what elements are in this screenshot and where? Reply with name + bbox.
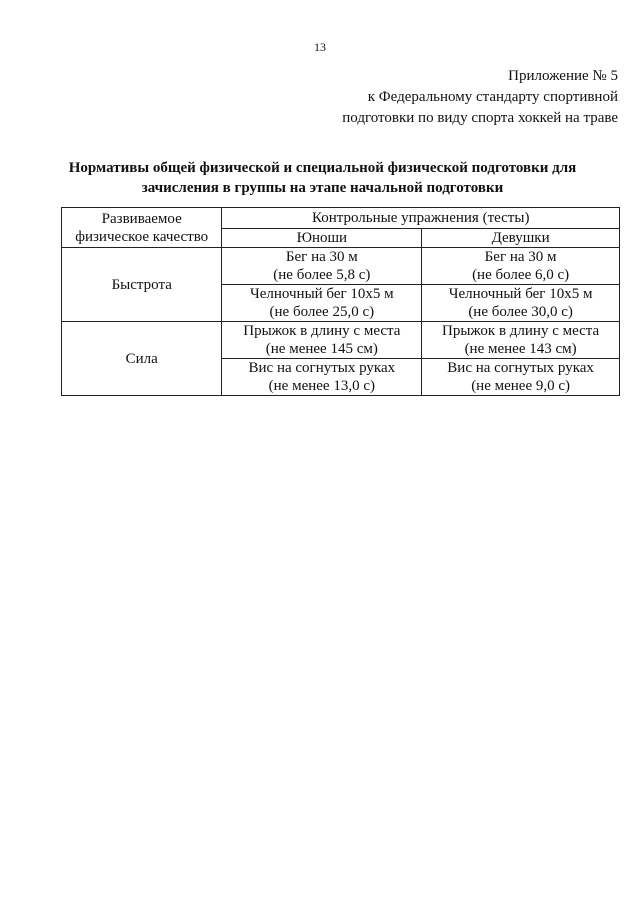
test-norm: (не более 6,0 с) (472, 267, 570, 283)
boys-test-cell (222, 285, 422, 322)
test-name: Вис на согнутых руках (447, 360, 594, 376)
appendix-standard-ref: к Федеральному стандарту спортивной (367, 89, 618, 105)
boys-test-cell (222, 359, 422, 396)
test-norm: (не более 25,0 с) (269, 304, 375, 320)
header-tests: Контрольные упражнения (тесты) (222, 208, 620, 229)
test-norm: (не менее 9,0 с) (471, 378, 571, 394)
girls-test-cell (422, 322, 620, 359)
header-boys: Юноши (222, 229, 422, 248)
test-name: Прыжок в длину с места (442, 323, 600, 339)
girls-test-cell (422, 248, 620, 285)
test-name: Вис на согнутых руках (248, 360, 396, 376)
table-header-row (62, 208, 620, 229)
document-title-line: зачисления в группы на этапе начальной подготовки (141, 180, 504, 196)
table-row (62, 248, 620, 285)
norms-table (61, 207, 620, 396)
header-quality-line: Развиваемое (101, 210, 182, 227)
girls-test-cell (422, 359, 620, 396)
test-name: Челночный бег 10х5 м (249, 286, 394, 302)
appendix-header (278, 66, 618, 129)
test-name: Прыжок в длину с места (243, 323, 401, 339)
table-row (62, 322, 620, 359)
document-title (40, 158, 605, 198)
header-quality (62, 208, 222, 248)
quality-cell-strength: Сила (62, 322, 222, 396)
test-norm: (не менее 143 см) (464, 341, 577, 357)
appendix-number: Приложение № 5 (508, 68, 618, 84)
boys-test-cell (222, 322, 422, 359)
appendix-sport-ref: подготовки по виду спорта хоккей на траве (342, 110, 618, 126)
test-name: Бег на 30 м (285, 249, 358, 265)
test-norm: (не более 30,0 с) (468, 304, 573, 320)
test-name: Челночный бег 10х5 м (448, 286, 593, 302)
test-norm: (не менее 13,0 с) (268, 378, 375, 394)
test-norm: (не более 5,8 с) (273, 267, 371, 283)
header-girls: Девушки (422, 229, 620, 248)
test-norm: (не менее 145 см) (265, 341, 378, 357)
quality-cell-speed: Быстрота (62, 248, 222, 322)
test-name: Бег на 30 м (484, 249, 557, 265)
page-number: 13 (314, 40, 326, 54)
document-title-line: Нормативы общей физической и специальной физической подготовки для (68, 160, 577, 176)
boys-test-cell (222, 248, 422, 285)
header-quality-line: физическое качество (75, 228, 209, 245)
girls-test-cell (422, 285, 620, 322)
